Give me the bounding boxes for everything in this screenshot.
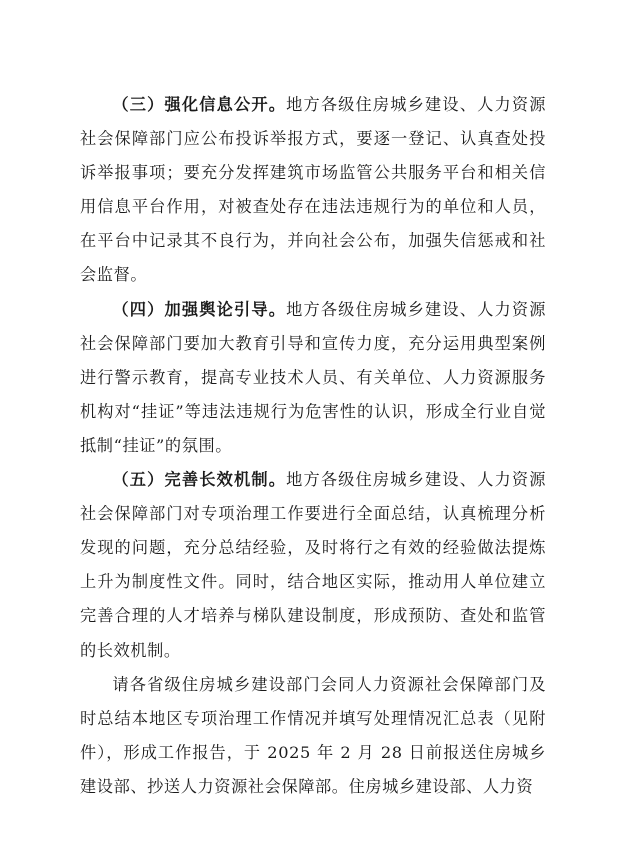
paragraph-heading: （四）加强舆论引导。: [112, 299, 287, 319]
paragraph-heading: （三）强化信息公开。: [112, 95, 287, 114]
paragraph-info-disclosure: [80, 88, 546, 293]
paragraph-report-request: [80, 668, 546, 804]
paragraph-body: 地方各级住房城乡建设、人力资源社会保障部门对专项治理工作要进行全面总结，认真梳理分析发现的问题，充分总结经验，及时将行之有效的经验做法提炼上升为制度性文件。同时，结合地区实际，推动用人单位建立完善合理的人才培养与梯队建设制度，形成预防、查处和监管的长效机制。: [80, 470, 547, 660]
paragraph-body: 请各省级住房城乡建设部门会同人力资源社会保障部门及时总结本地区专项治理工作情况并填写处理情况汇总表（见附件），形成工作报告，于 2025 年 2 月 28 日前报送住房城乡建设部、抄送人力资源社会保障部。住房城乡建设部、人力资: [80, 674, 546, 796]
paragraph-long-term-mechanism: [80, 463, 546, 668]
paragraph-heading: （五）完善长效机制。: [112, 470, 287, 490]
paragraph-public-opinion: [80, 293, 546, 463]
paragraph-body: 地方各级住房城乡建设、人力资源社会保障部门应公布投诉举报方式，要逐一登记、认真查处投诉举报事项；要充分发挥建筑市场监管公共服务平台和相关信用信息平台作用，对被查处存在违法违规行为的单位和人员，在平台中记录其不良行为，并向社会公布，加强失信惩戒和社会监督。: [80, 95, 547, 285]
document-page: [80, 88, 546, 804]
paragraph-body: 地方各级住房城乡建设、人力资源社会保障部门要加大教育引导和宣传力度，充分运用典型案例进行警示教育，提高专业技术人员、有关单位、人力资源服务机构对“挂证”等违法违规行为危害性的认识，形成全行业自觉抵制“挂证”的氛围。: [80, 299, 547, 455]
